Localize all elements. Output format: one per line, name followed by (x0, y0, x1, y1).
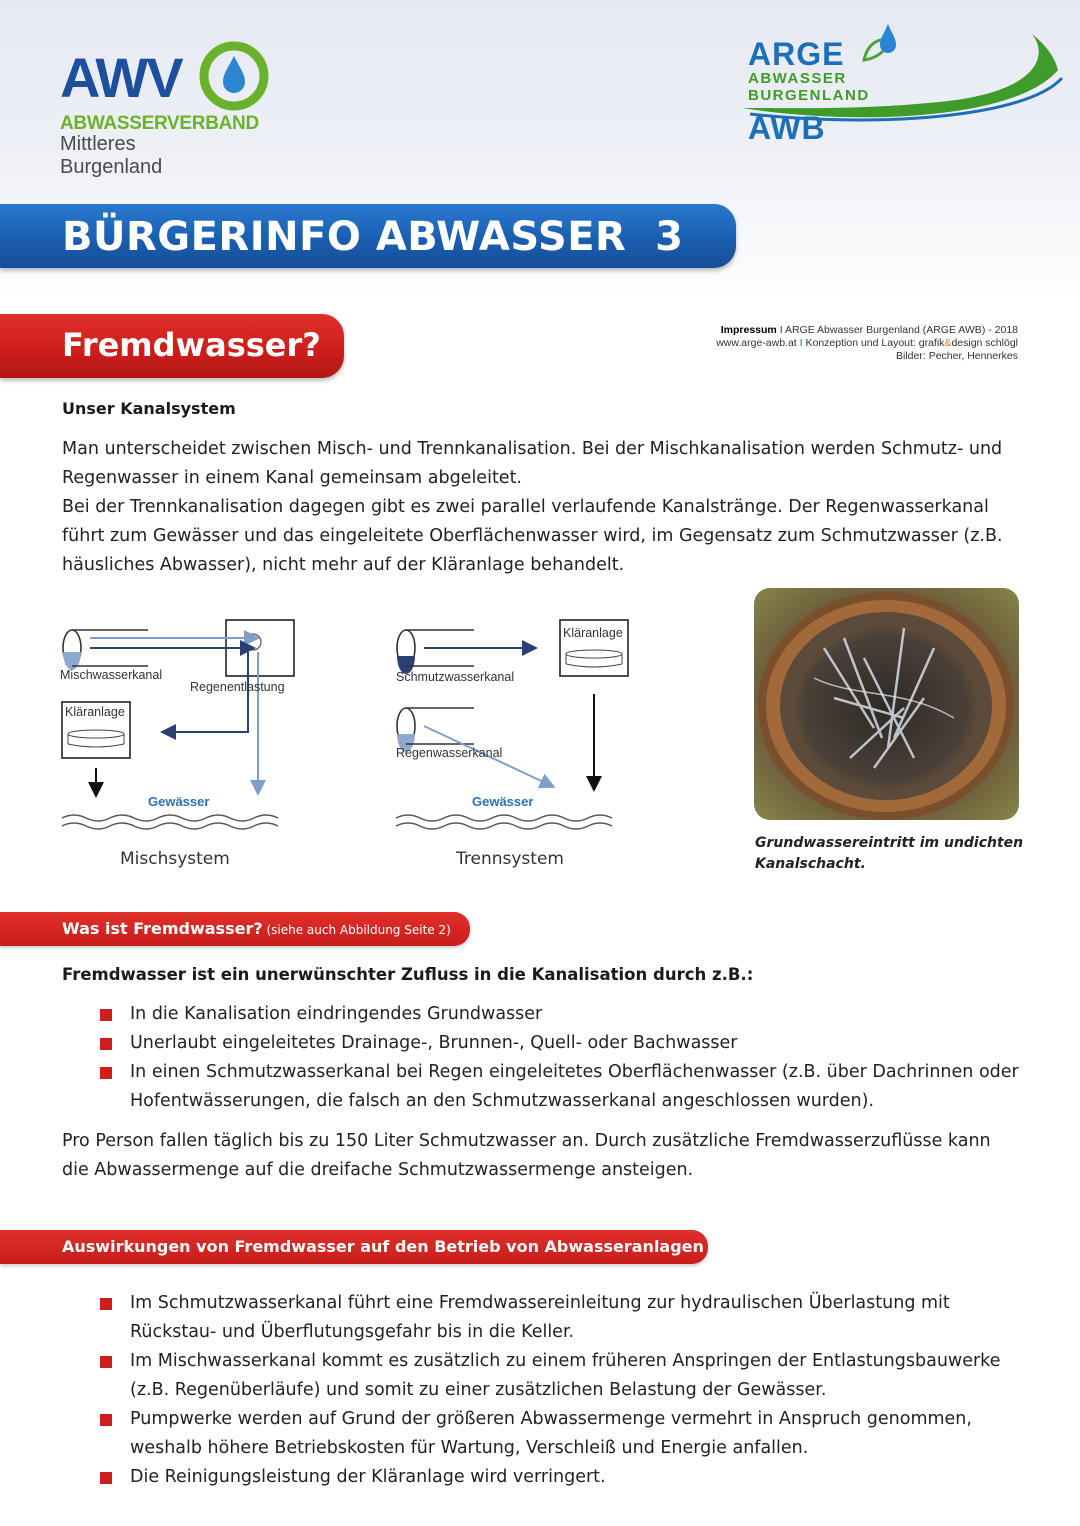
awv-logo-line2: Mittleres Burgenland (60, 133, 163, 178)
manhole-image (754, 588, 1019, 820)
arge-logo-title-left: ARGE (748, 36, 845, 72)
list-item: Die Reinigungsleistung der Kläranlage wird verringert. (100, 1463, 1020, 1492)
gewaesser-label: Gewässer (148, 794, 210, 809)
regenentlastung-label: Regenentlastung (190, 680, 285, 694)
arge-logo-subtitle: ABWASSER BURGENLAND (748, 70, 870, 104)
kanal-para2: Bei der Trennkanalisation dagegen gibt es zwei parallel verlaufende Kanalstränge. Der Regenwasserkanal führt zum Gewässer und das eingeleitete Oberflächenwasser wird, im Gegensatz zum Schmutzwasser (z.B. häusliches Abwasser), nicht mehr auf der Kläranlage behandelt. (62, 497, 1003, 575)
list-item: In die Kanalisation eindringendes Grundwasser (100, 1000, 1020, 1029)
diagram-mischsystem (60, 612, 310, 842)
mischsystem-caption: Mischsystem (120, 849, 230, 869)
section2-lead: Fremdwasser ist ein unerwünschter Zufluss in die Kanalisation durch z.B.: (62, 965, 754, 984)
impressum-line1: I ARGE Abwasser Burgenland (ARGE AWB) - 2018 (776, 324, 1018, 336)
klaeranlage-label: Kläranlage (65, 705, 125, 719)
list-item: Pumpwerke werden auf Grund der größeren Abwassermenge vermehrt in Anspruch genommen, weshalb höhere Betriebskosten für Wartung, Verschleiß und Energie anfallen. (100, 1405, 1020, 1463)
impressum-layout: Konzeption und Layout: grafik (805, 337, 945, 349)
main-title: BÜRGERINFO ABWASSER 3 (62, 214, 684, 260)
list-item: Unerlaubt eingeleitetes Drainage-, Brunnen-, Quell- oder Bachwasser (100, 1029, 1020, 1058)
photo-caption (755, 833, 1023, 875)
arge-logo-swoosh (736, 28, 1066, 128)
list-item: Im Mischwasserkanal kommt es zusätzlich zu einem früheren Anspringen der Entlastungsbauwerke (z.B. Regenüberläufe) und somit zu einer zusätzlichen Belastung der Gewässer. (100, 1347, 1020, 1405)
section2-title-main: Was ist Fremdwasser? (62, 919, 263, 938)
kanal-heading: Unser Kanalsystem (62, 399, 236, 418)
impressum (716, 324, 1018, 363)
diagram-trennsystem (394, 612, 634, 842)
list-item: Im Schmutzwasserkanal führt eine Fremdwassereinleitung zur hydraulischen Überlastung mit Rückstau- und Überflutungsgefahr bis in die Keller. (100, 1289, 1020, 1347)
impressum-design: design schlögl (951, 337, 1018, 349)
mischwasserkanal-label: Mischwasserkanal (60, 668, 163, 682)
list-item: In einen Schmutzwasserkanal bei Regen eingeleitetes Oberflächenwasser (z.B. über Dachrinnen oder Hofentwässerungen, die falsch an den Schmutzwasserkanal angeschlossen wurden). (100, 1058, 1020, 1116)
manhole-photo (754, 588, 1019, 820)
gewaesser-label: Gewässer (472, 794, 534, 809)
impressum-url[interactable]: www.arge-awb.at (716, 337, 797, 349)
impressum-line3: Bilder: Pecher, Hennerkes (896, 350, 1018, 362)
arge-logo-title-right: AWB (748, 110, 826, 146)
photo-caption-line1: Grundwassereintritt im undichten (755, 835, 1024, 851)
section3-title: Auswirkungen von Fremdwasser auf den Betrieb von Abwasseranlagen (62, 1237, 704, 1256)
trennsystem-caption: Trennsystem (456, 849, 564, 869)
regenwasserkanal-label: Regenwasserkanal (396, 746, 503, 760)
kanal-para1: Man unterscheidet zwischen Misch- und Trennkanalisation. Bei der Mischkanalisation werden Schmutz- und Regenwasser in einem Kanal gemeinsam abgeleitet. (62, 439, 1003, 488)
section2-para: Pro Person fallen täglich bis zu 150 Liter Schmutzwasser an. Durch zusätzliche Fremdwasserzuflüsse kann die Abwassermenge auf die dreifache Schmutzwassermenge ansteigen. (62, 1131, 991, 1180)
impressum-label: Impressum (720, 324, 777, 336)
klaeranlage-label: Kläranlage (563, 626, 623, 640)
section-title: Fremdwasser? (62, 326, 321, 364)
section2-title-note: (siehe auch Abbildung Seite 2) (262, 923, 451, 937)
impressum-separator: I (796, 337, 806, 349)
impressum-amp: & (944, 337, 952, 349)
water-drop-icon (198, 40, 270, 112)
awv-logo-text: AWV (60, 46, 182, 109)
awv-logo-line1: ABWASSERVERBAND (60, 113, 259, 134)
photo-caption-line2: Kanalschacht. (755, 856, 866, 872)
section3-list (100, 1289, 1020, 1492)
section2-list (100, 1000, 1020, 1116)
section2-title (62, 919, 451, 938)
schmutzwasserkanal-label: Schmutzwasserkanal (396, 670, 515, 684)
